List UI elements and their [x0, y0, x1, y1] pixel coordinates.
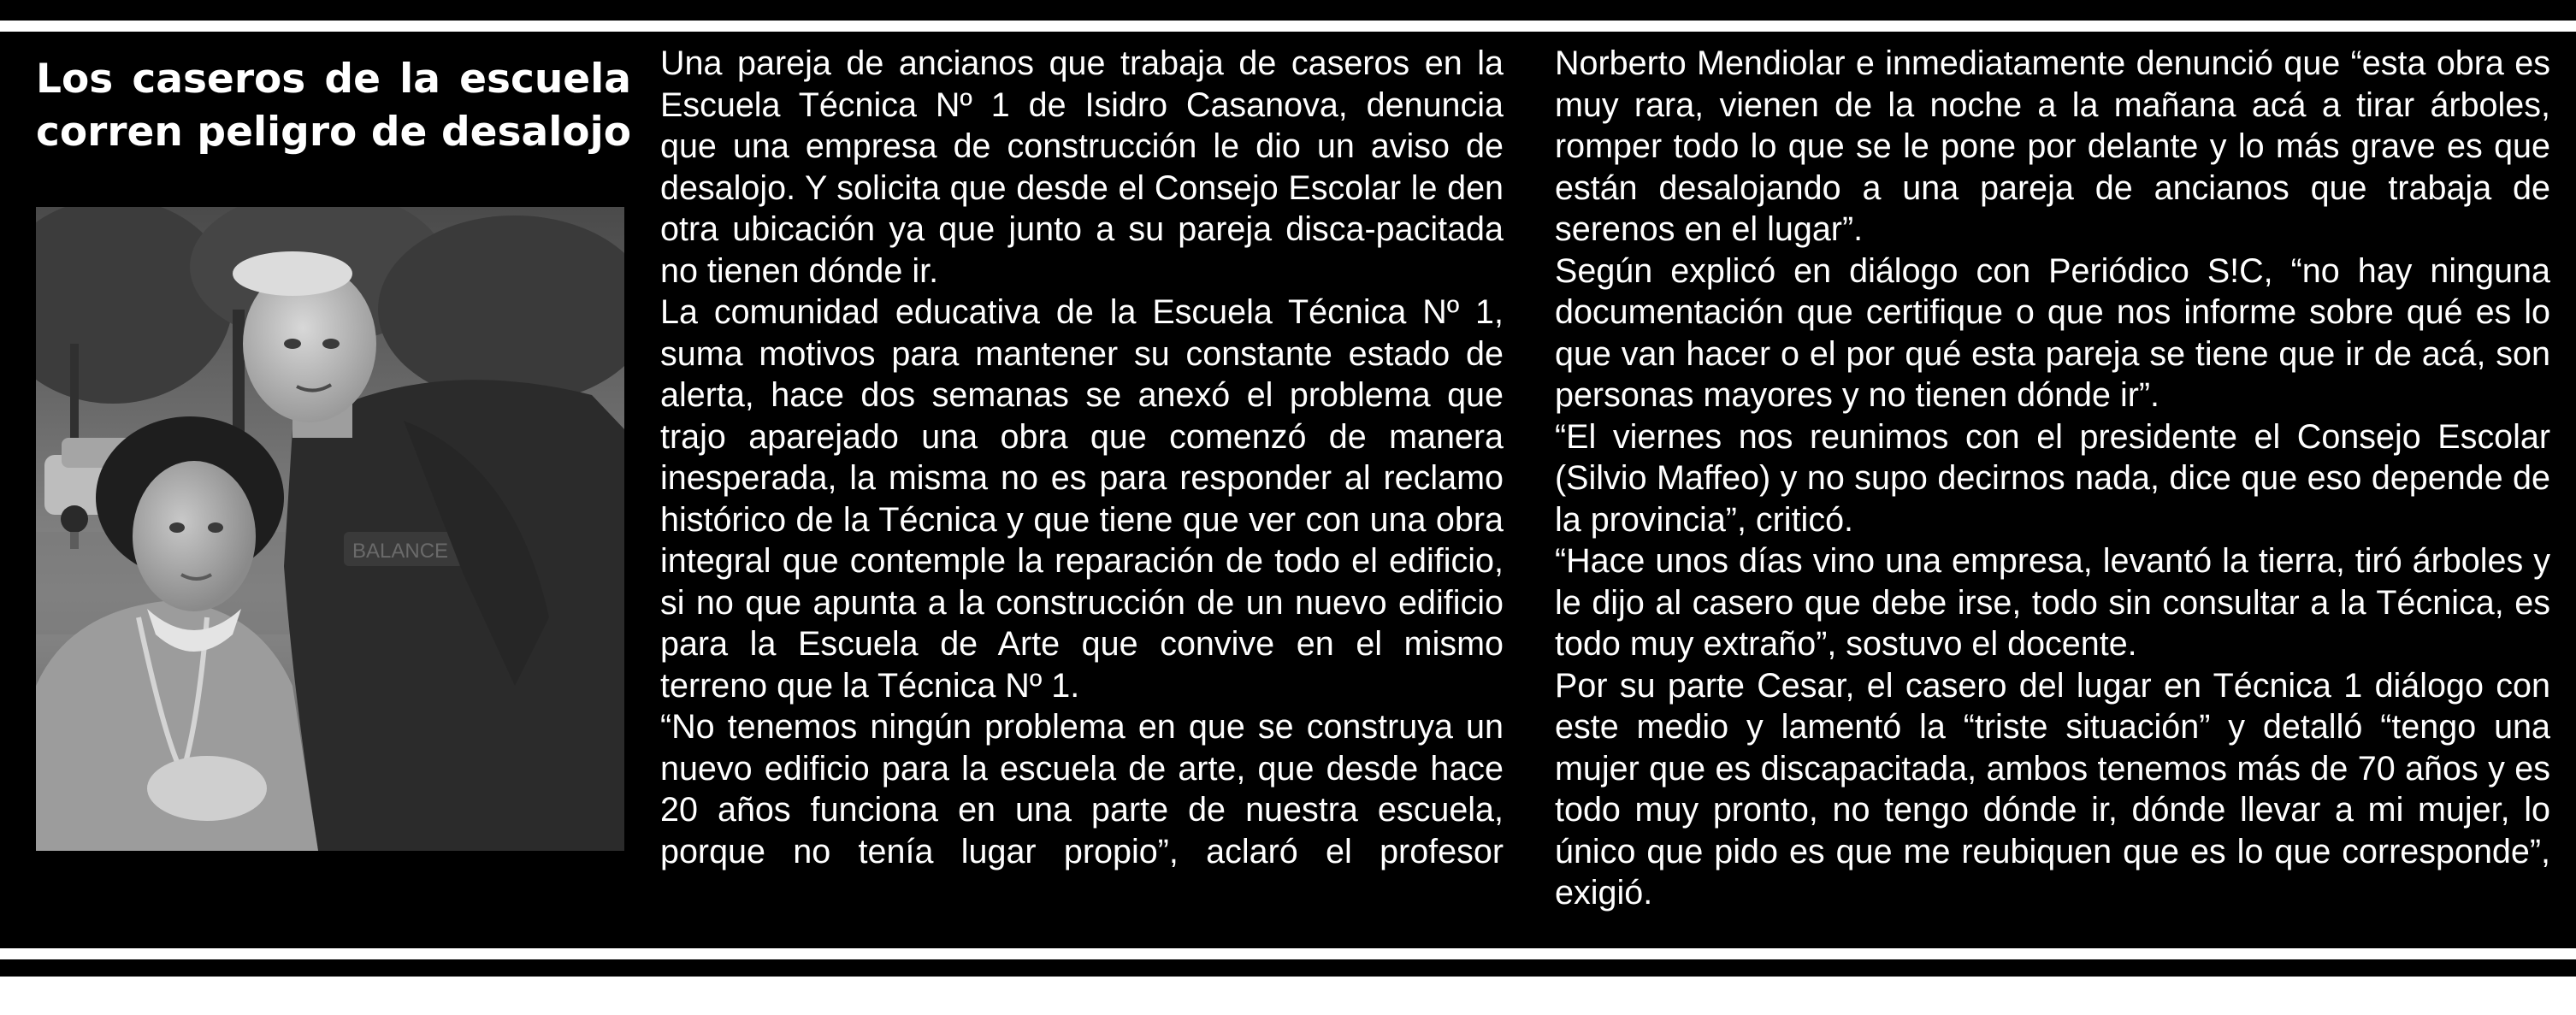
paragraph: “Hace unos días vino una empresa, levantó la tierra, tiró árboles y le dijo al casero que debe irse, todo sin consultar a la Técnica, es todo muy extraño”, sostuvo el docente.: [1555, 542, 2550, 663]
photo-illustration: [36, 207, 624, 851]
paragraph: “El viernes nos reunimos con el presidente el Consejo Escolar (Silvio Maffeo) y no supo decirnos nada, dice que eso depende de la provincia”, criticó.: [1555, 417, 2550, 539]
paragraph: Una pareja de ancianos que trabaja de caseros en la Escuela Técnica Nº 1 de Isidro Casanova, denuncia que una empresa de construcción le dio un aviso de desalojo. Y solicita que desde el Consejo Escolar le den otra ubicación ya que junto a su pareja disca-pacitada no tienen dónde ir.: [660, 44, 1504, 290]
paragraph: Norberto Mendiolar e inmediatamente denunció que “esta obra es muy rara, vienen de la noche a la mañana acá a tirar árboles, romper todo lo que se le pone por delante y lo más grave es que están desalojando a una pareja de ancianos que trabaja de serenos en el lugar”.: [1555, 44, 2550, 248]
paragraph: “No tenemos ningún problema en que se construya un nuevo edificio para la escuela de arte, que desde hace 20 años funciona en una parte de nuestra escuela, porque no tenía lugar propio”, aclaró el profesor: [660, 708, 1504, 870]
article-column-middle: [660, 43, 1504, 872]
headline-line-1: Los caseros de la escuela: [36, 56, 631, 103]
top-rule: [0, 0, 2576, 21]
article-headline: [36, 53, 631, 159]
article-column-right: [1555, 43, 2550, 914]
paragraph: Según explicó en diálogo con Periódico S!C, “no hay ninguna documentación que certifique o que nos informe sobre qué es lo que van hacer o el por qué esta pareja se tiene que ir de acá, son personas mayores y no tienen dónde ir”.: [1555, 251, 2550, 414]
shirt-print: BALANCE: [352, 540, 449, 563]
bottom-rule: [0, 959, 2576, 977]
paragraph: La comunidad educativa de la Escuela Técnica Nº 1, suma motivos para mantener su constante estado de alerta, hace dos semanas se anexó el problema que trajo aparejado una obra que comenzó de manera inesperada, la misma no es para responder al reclamo histórico de la Técnica y que tiene que ver con una obra integral que contemple la reparación de todo el edificio, si no que apunta a la construcción de un nuevo edificio para la Escuela de Arte que convive en el mismo terreno que la Técnica Nº 1.: [660, 293, 1504, 705]
headline-line-2: corren peligro de desalojo: [36, 109, 631, 156]
elderly-couple-photo: [36, 207, 624, 851]
paragraph: Por su parte Cesar, el casero del lugar en Técnica 1 diálogo con este medio y lamentó la “triste situación” y detalló “tengo una mujer que es discapacitada, ambos tenemos más de 70 años y es todo muy pronto, no tengo dónde ir, dónde llevar a mi mujer, lo único que pido es que me reubiquen que es lo que corresponde”, exigió.: [1555, 666, 2550, 912]
